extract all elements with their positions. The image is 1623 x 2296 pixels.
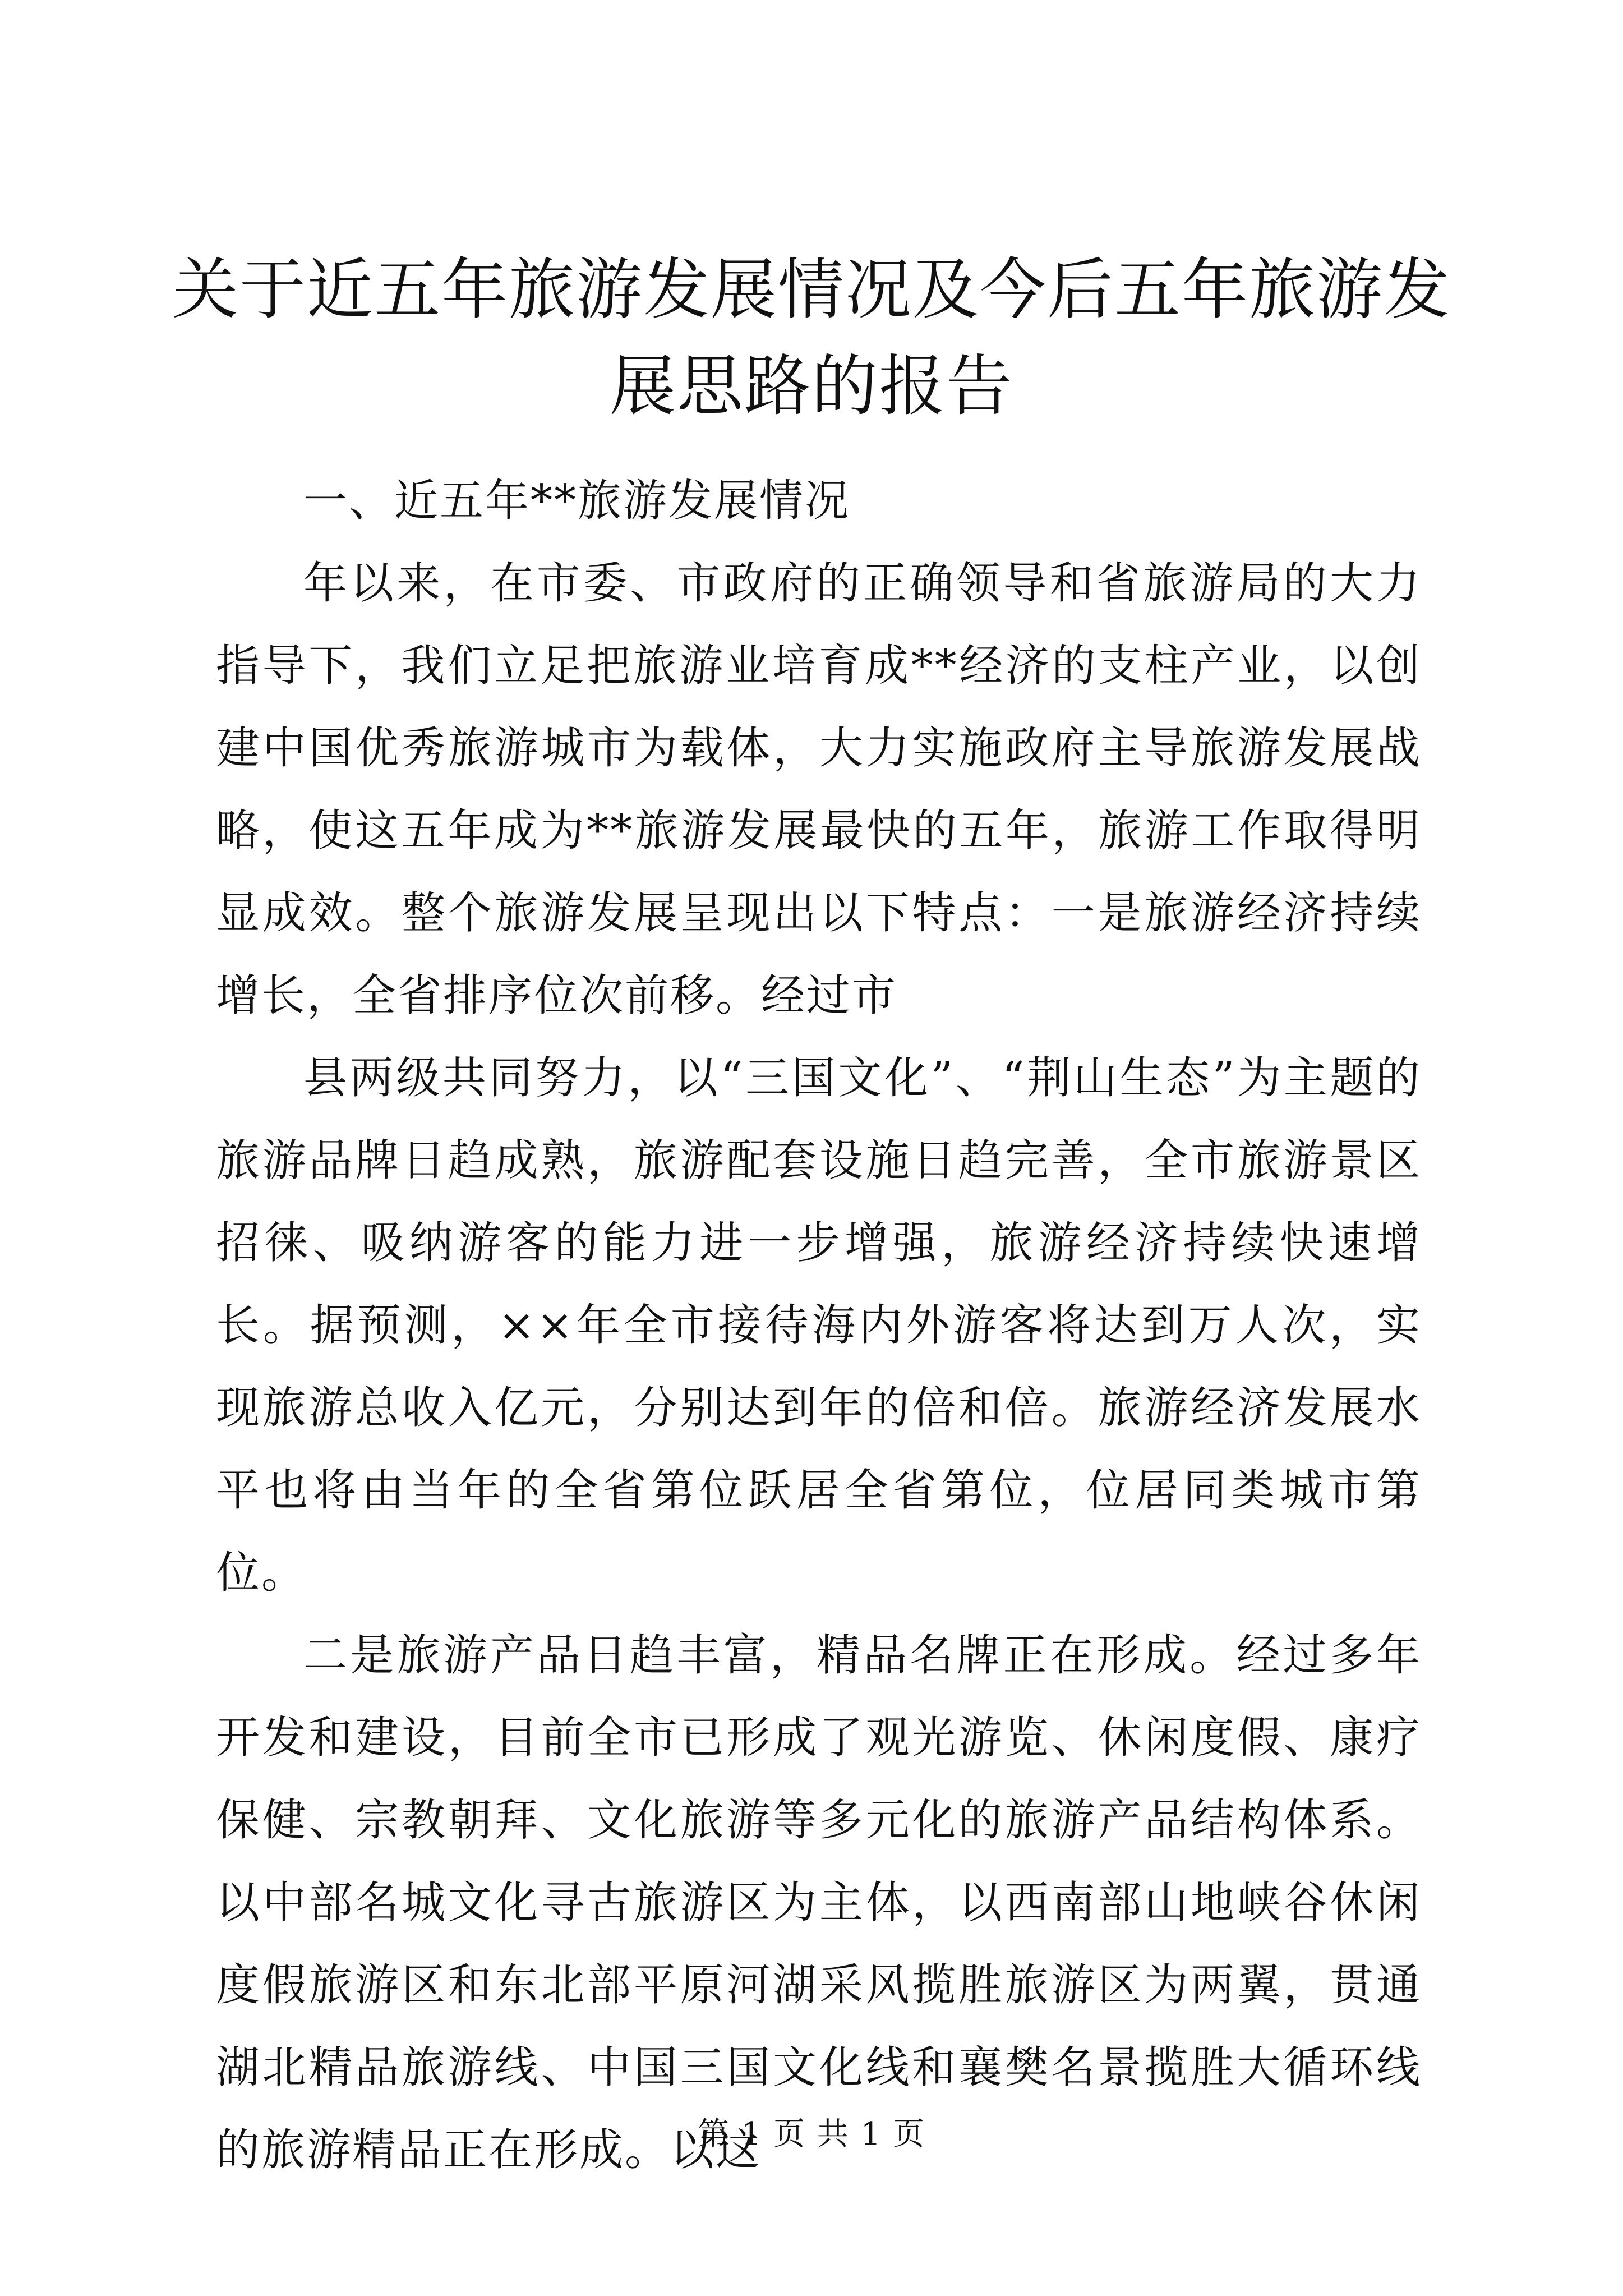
section-heading: 一、近五年**旅游发展情况 — [303, 476, 851, 526]
document-body — [216, 460, 1422, 2192]
page-footer: 第 1 页 共 1 页 — [697, 2116, 926, 2152]
paragraph-2: 县两级共同努力，以“三国文化”、“荆山生态”为主题的旅游品牌日趋成熟，旅游配套设施日趋完善，全市旅游景区招徕、吸纳游客的能力进一步增强，旅游经济持续快速增长。据预测，××年全市接待海内外游客将达到万人次，实现旅游总收入亿元，分别达到年的倍和倍。旅游经济发展水平也将由当年的全省第位跃居全省第位，位居同类城市第位。 — [216, 1053, 1422, 1598]
paragraph-1: 年以来，在市委、市政府的正确领导和省旅游局的大力指导下，我们立足把旅游业培育成**经济的支柱产业，以创建中国优秀旅游城市为载体，大力实施政府主导旅游发展战略，使这五年成为**旅游发展最快的五年，旅游工作取得明显成效。整个旅游发展呈现出以下特点：一是旅游经济持续增长，全省排序位次前移。经过市 — [216, 558, 1422, 1021]
document-title: 关于近五年旅游发展情况及今后五年旅游发展思路的报告 — [172, 251, 1451, 425]
paragraph-3: 二是旅游产品日趋丰富，精品名牌正在形成。经过多年开发和建设，目前全市已形成了观光游览、休闲度假、康疗保健、宗教朝拜、文化旅游等多元化的旅游产品结构体系。以中部名城文化寻古旅游区为主体，以西南部山地峡谷休闲度假旅游区和东北部平原河湖采风揽胜旅游区为两翼，贯通湖北精品旅游线、中国三国文化线和襄樊名景揽胜大循环线的旅游精品正在形成。以这 — [216, 1630, 1422, 2175]
